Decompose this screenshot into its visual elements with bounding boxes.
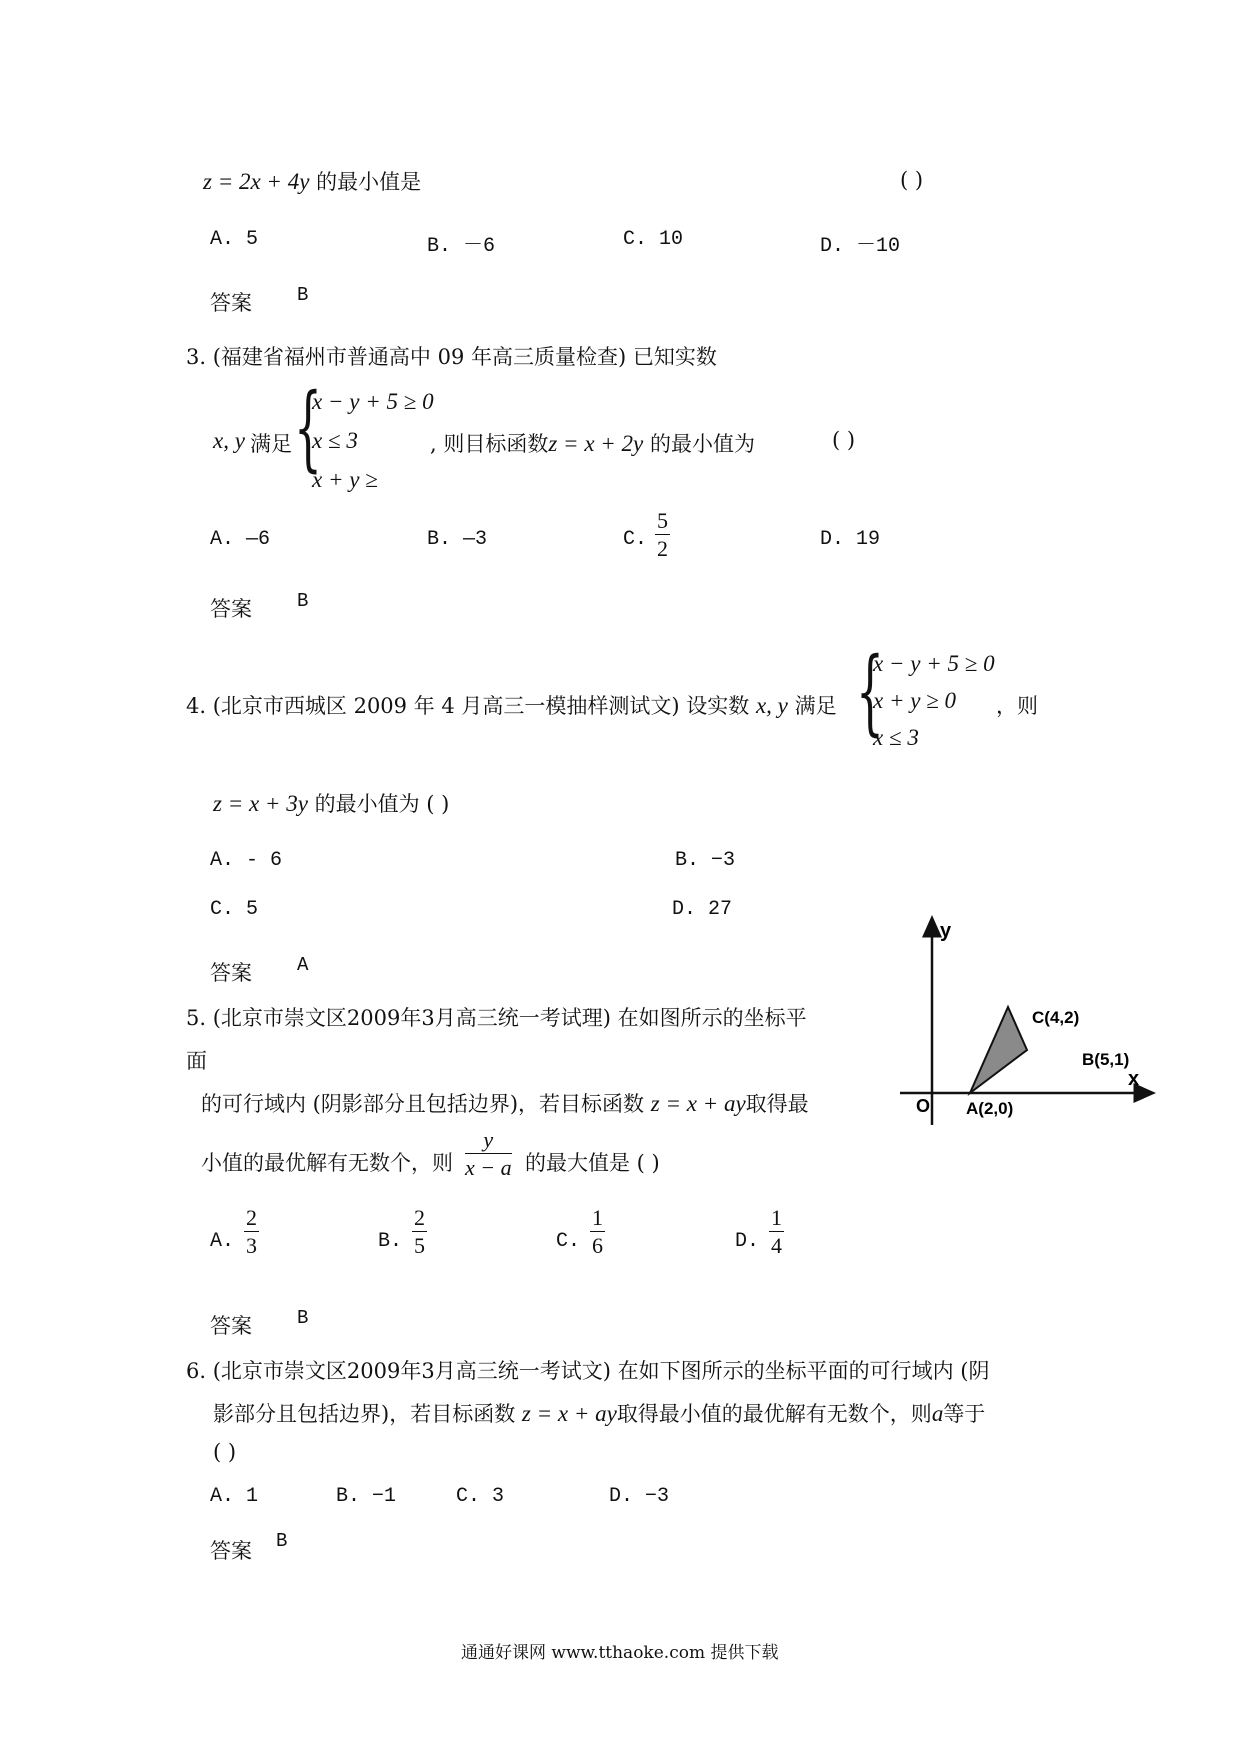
point-a-label: A(2,0) xyxy=(966,1099,1014,1118)
q3-objective-expr: z = x + 2y xyxy=(548,431,644,456)
top-answer-paren: ( ) xyxy=(900,168,924,192)
point-b-label: B(5,1) xyxy=(1082,1050,1130,1069)
q6-line-2b: 取得最小值的最优解有无数个，则 xyxy=(616,1402,932,1426)
top-answer-label: 答案 xyxy=(210,291,252,315)
q3-option-b: B. —3 xyxy=(427,528,488,551)
q3-option-d: D. 19 xyxy=(820,528,881,551)
q5-option-c: C. xyxy=(556,1230,581,1253)
q3-answer-value: B xyxy=(297,590,309,612)
q4-answer-value: A xyxy=(297,954,309,976)
q4-constraint-1: x − y + 5 ≥ 0 xyxy=(873,651,995,676)
q6-answer-paren: ( ) xyxy=(213,1440,237,1464)
q5-objective-expr: z = x + ay xyxy=(650,1091,746,1116)
q4-option-b: B. −3 xyxy=(675,849,736,872)
q3-answer-label: 答案 xyxy=(210,597,252,621)
q6-answer-value: B xyxy=(276,1530,288,1552)
top-option-d: D. －10 xyxy=(820,235,901,258)
q3-constraint-3: x + y ≥ xyxy=(312,467,378,492)
q5-option-c-fraction: $\frac{1}{6}$ xyxy=(592,1205,603,1258)
q4-brace: { xyxy=(856,639,884,747)
q4-objective-expr: z = x + 3y xyxy=(213,791,308,816)
q5-answer-label: 答案 xyxy=(210,1314,252,1338)
q5-ratio-fraction: $\frac{y}{x - a}$ xyxy=(465,1127,512,1180)
q4-vars: x, y xyxy=(755,693,788,718)
q6-var-a: a xyxy=(931,1401,944,1426)
q3-answer-paren: ( ) xyxy=(832,428,856,452)
q3-constraint-1: x − y + 5 ≥ 0 xyxy=(312,389,434,414)
q3-satisfy: 满足 xyxy=(250,432,292,456)
q5-line-2: 面 xyxy=(186,1049,207,1073)
x-axis-label: x xyxy=(1128,1068,1140,1090)
q5-feasible-region-graph xyxy=(890,915,1160,1135)
q4-option-c: C. 5 xyxy=(210,898,259,921)
q5-line-1: 5. (北京市崇文区2009年3月高三统一考试理) 在如图所示的坐标平 xyxy=(186,1006,807,1030)
q6-objective-expr: z = x + ay xyxy=(521,1401,617,1426)
q4-stem: 4. (北京市西城区 2009 年 4 月高三一模抽样测试文) 设实数 xyxy=(186,694,750,718)
q5-option-b: B. xyxy=(378,1230,403,1253)
q4-constraint-3: x ≤ 3 xyxy=(873,725,919,750)
point-c-label: C(4,2) xyxy=(1032,1008,1080,1027)
top-question-text: 的最小值是 xyxy=(316,170,422,194)
q4-answer-label: 答案 xyxy=(210,961,252,985)
top-option-c: C. 10 xyxy=(623,228,684,251)
q6-answer-label: 答案 xyxy=(210,1539,252,1563)
q4-option-a: A. - 6 xyxy=(210,849,283,872)
q6-line-1: 6. (北京市崇文区2009年3月高三统一考试文) 在如下图所示的坐标平面的可行域内 (阴 xyxy=(186,1359,990,1383)
top-answer-value: B xyxy=(297,284,309,306)
q6-line-2c: 等于 xyxy=(943,1402,986,1426)
q5-answer-value: B xyxy=(297,1307,309,1329)
q4-then: ，则 xyxy=(996,694,1038,718)
q3-constraint-2: x ≤ 3 xyxy=(312,428,358,453)
q3-then: , 则目标函数 xyxy=(430,432,549,456)
q3-tail: 的最小值为 xyxy=(649,432,755,456)
q6-option-a: A. 1 xyxy=(210,1485,259,1508)
q4-constraint-2: x + y ≥ 0 xyxy=(873,688,957,713)
top-option-b: B. －6 xyxy=(427,235,496,258)
q3-vars: x, y xyxy=(213,428,245,453)
q5-line-4b: 的最大值是 ( ) xyxy=(525,1151,660,1175)
q3-option-c: C. xyxy=(623,528,648,551)
origin-label: O xyxy=(916,1096,931,1116)
q5-line-3b: 取得最 xyxy=(745,1092,809,1116)
shaded-feasible-region xyxy=(970,1007,1027,1093)
page-footer: 通通好课网 www.tthaoke.com 提供下载 xyxy=(461,1643,779,1663)
q6-option-d: D. −3 xyxy=(609,1485,670,1508)
q6-line-2a: 影部分且包括边界)，若目标函数 xyxy=(213,1402,516,1426)
q4-satisfy: 满足 xyxy=(794,694,837,718)
q5-option-d: D. xyxy=(735,1230,760,1253)
q6-option-b: B. −1 xyxy=(336,1485,397,1508)
q3-brace: { xyxy=(294,375,322,483)
q6-option-c: C. 3 xyxy=(456,1485,505,1508)
q4-tail: 的最小值为 ( ) xyxy=(314,792,450,816)
y-axis-label: y xyxy=(940,920,952,942)
q5-line-3a: 的可行域内 (阴影部分且包括边界)，若目标函数 xyxy=(201,1092,645,1116)
q5-option-a-fraction: $\frac{2}{3}$ xyxy=(246,1205,257,1258)
q3-option-c-fraction: $\frac{5}{2}$ xyxy=(657,508,668,561)
q5-option-a: A. xyxy=(210,1230,235,1253)
q4-option-d: D. 27 xyxy=(672,898,733,921)
q5-option-d-fraction: $\frac{1}{4}$ xyxy=(771,1205,782,1258)
q3-stem: 3. (福建省福州市普通高中 09 年高三质量检查) 已知实数 xyxy=(186,345,717,369)
top-option-a: A. 5 xyxy=(210,228,259,251)
top-objective-expr: z = 2x + 4y xyxy=(203,169,310,194)
q5-option-b-fraction: $\frac{2}{5}$ xyxy=(414,1205,425,1258)
q3-option-a: A. —6 xyxy=(210,528,271,551)
q5-line-4a: 小值的最优解有无数个，则 xyxy=(201,1151,453,1175)
